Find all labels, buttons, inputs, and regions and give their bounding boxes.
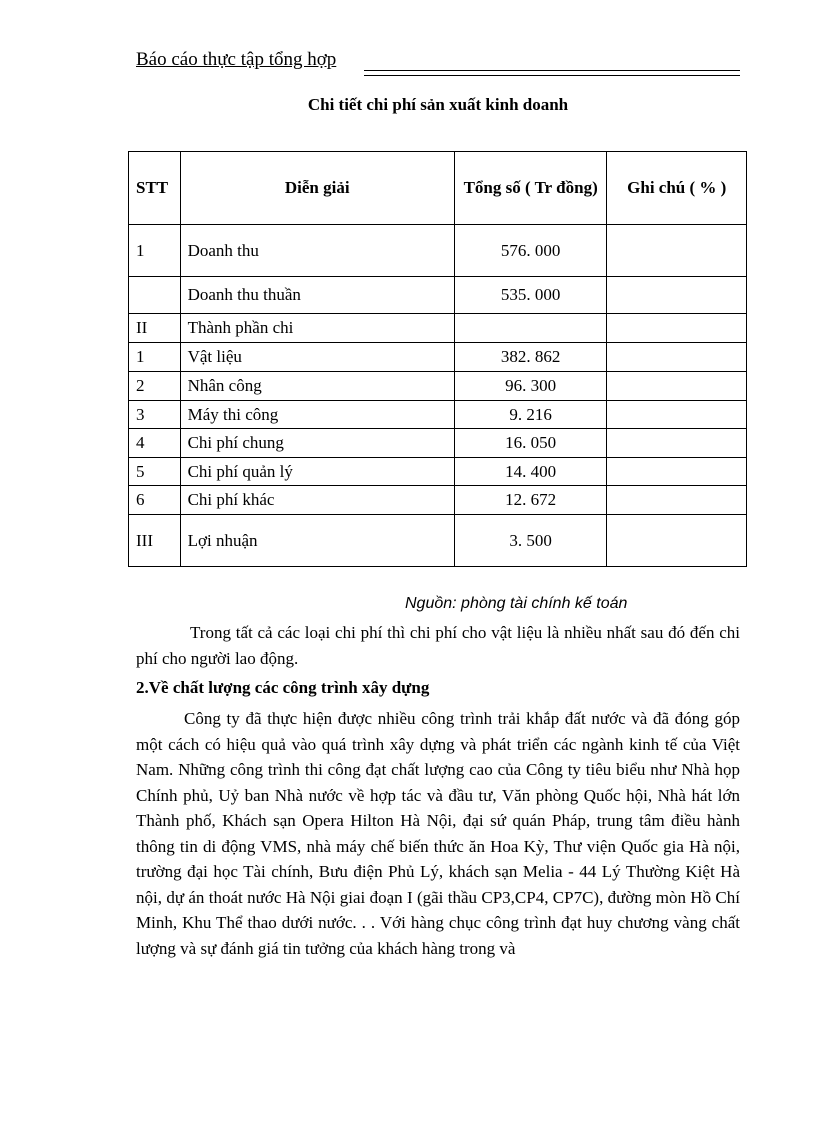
- table-row: [129, 401, 747, 429]
- cell-total: 12. 672: [454, 486, 607, 515]
- cell-note: [607, 343, 747, 372]
- page-header: [136, 48, 740, 72]
- cell-description: Nhân công: [180, 372, 454, 401]
- cell-description: Thành phần chi: [180, 314, 454, 343]
- cell-total: 3. 500: [454, 515, 607, 567]
- cell-total: 9. 216: [454, 401, 607, 429]
- cell-note: [607, 225, 747, 277]
- cell-stt: 3: [129, 401, 181, 429]
- cell-stt: 1: [129, 343, 181, 372]
- cell-note: [607, 429, 747, 458]
- header-note: Ghi chú ( % ): [607, 152, 747, 225]
- cell-description: Doanh thu: [180, 225, 454, 277]
- cell-stt: 4: [129, 429, 181, 458]
- header-description: Diễn giải: [180, 152, 454, 225]
- cell-note: [607, 515, 747, 567]
- table-row: [129, 429, 747, 458]
- paragraph-1: Trong tất cả các loại chi phí thì chi phí cho vật liệu là nhiều nhất sau đó đến chi phí cho người lao động.: [136, 623, 740, 668]
- cell-stt: 5: [129, 458, 181, 486]
- cell-description: Máy thi công: [180, 401, 454, 429]
- cell-total: 16. 050: [454, 429, 607, 458]
- cell-stt: 6: [129, 486, 181, 515]
- section-heading: 2.Về chất lượng các công trình xây dựng: [136, 678, 430, 697]
- cell-note: [607, 314, 747, 343]
- cell-description: Chi phí khác: [180, 486, 454, 515]
- cell-note: [607, 401, 747, 429]
- source-note: Nguồn: phòng tài chính kế toán: [405, 595, 628, 612]
- cell-stt: III: [129, 515, 181, 567]
- table-row: [129, 343, 747, 372]
- table-row: [129, 314, 747, 343]
- table-row: [129, 372, 747, 401]
- header-stt: STT: [129, 152, 181, 225]
- cell-total: 535. 000: [454, 277, 607, 314]
- cell-stt: [129, 277, 181, 314]
- table-title: Chi tiết chi phí sản xuất kinh doanh: [307, 95, 569, 114]
- cell-stt: 1: [129, 225, 181, 277]
- cell-note: [607, 277, 747, 314]
- cell-note: [607, 372, 747, 401]
- cell-total: 96. 300: [454, 372, 607, 401]
- table-row: [129, 458, 747, 486]
- paragraph-2: Công ty đã thực hiện được nhiều công trình trải khắp đất nước và đã đóng góp một cách có hiệu quả vào quá trình xây dựng và phát triển các ngành kinh tế của Việt Nam. Những công trình thi công đạt chất lượng cao của Công ty tiêu biểu như Nhà họp Chính phủ, Uỷ ban Nhà nước về hợp tác và đầu tư, Văn phòng Quốc hội, Nhà hát lớn Thành phố, Khách sạn Opera Hilton Hà Nội, đại sứ quán Pháp, trung tâm điều hành thông tin di động VMS, nhà máy chế biến thức ăn Hoa Kỳ, Thư viện Quốc gia Hà nội, trường đại học Tài chính, Bưu điện Phủ Lý, khách sạn Melia - 44 Lý Thường Kiệt Hà nội, dự án thoát nước Hà Nội giai đoạn I (gãi thầu CP3,CP4, CP7C), đường mòn Hồ Chí Minh, Khu Thể thao dưới nước. . . Với hàng chục công trình đạt huy chương vàng chất lượng và sự đánh giá tin tưởng của khách hàng trong và: [136, 709, 740, 958]
- table-row: [129, 515, 747, 567]
- cell-description: Doanh thu thuần: [180, 277, 454, 314]
- table-header-row: [129, 152, 747, 225]
- cell-total: 382. 862: [454, 343, 607, 372]
- cell-total: 576. 000: [454, 225, 607, 277]
- cell-stt: 2: [129, 372, 181, 401]
- cost-table: [128, 151, 747, 567]
- header-rule: [364, 70, 740, 76]
- table-row: [129, 277, 747, 314]
- header-total: Tổng số ( Tr đồng): [454, 152, 607, 225]
- table-row: [129, 225, 747, 277]
- cell-stt: II: [129, 314, 181, 343]
- cell-total: [454, 314, 607, 343]
- cell-description: Chi phí quản lý: [180, 458, 454, 486]
- cell-description: Chi phí chung: [180, 429, 454, 458]
- table-row: [129, 486, 747, 515]
- cell-description: Vật liệu: [180, 343, 454, 372]
- cell-note: [607, 486, 747, 515]
- cell-note: [607, 458, 747, 486]
- cell-description: Lợi nhuận: [180, 515, 454, 567]
- cell-total: 14. 400: [454, 458, 607, 486]
- header-title: Báo cáo thực tập tổng hợp: [136, 49, 337, 70]
